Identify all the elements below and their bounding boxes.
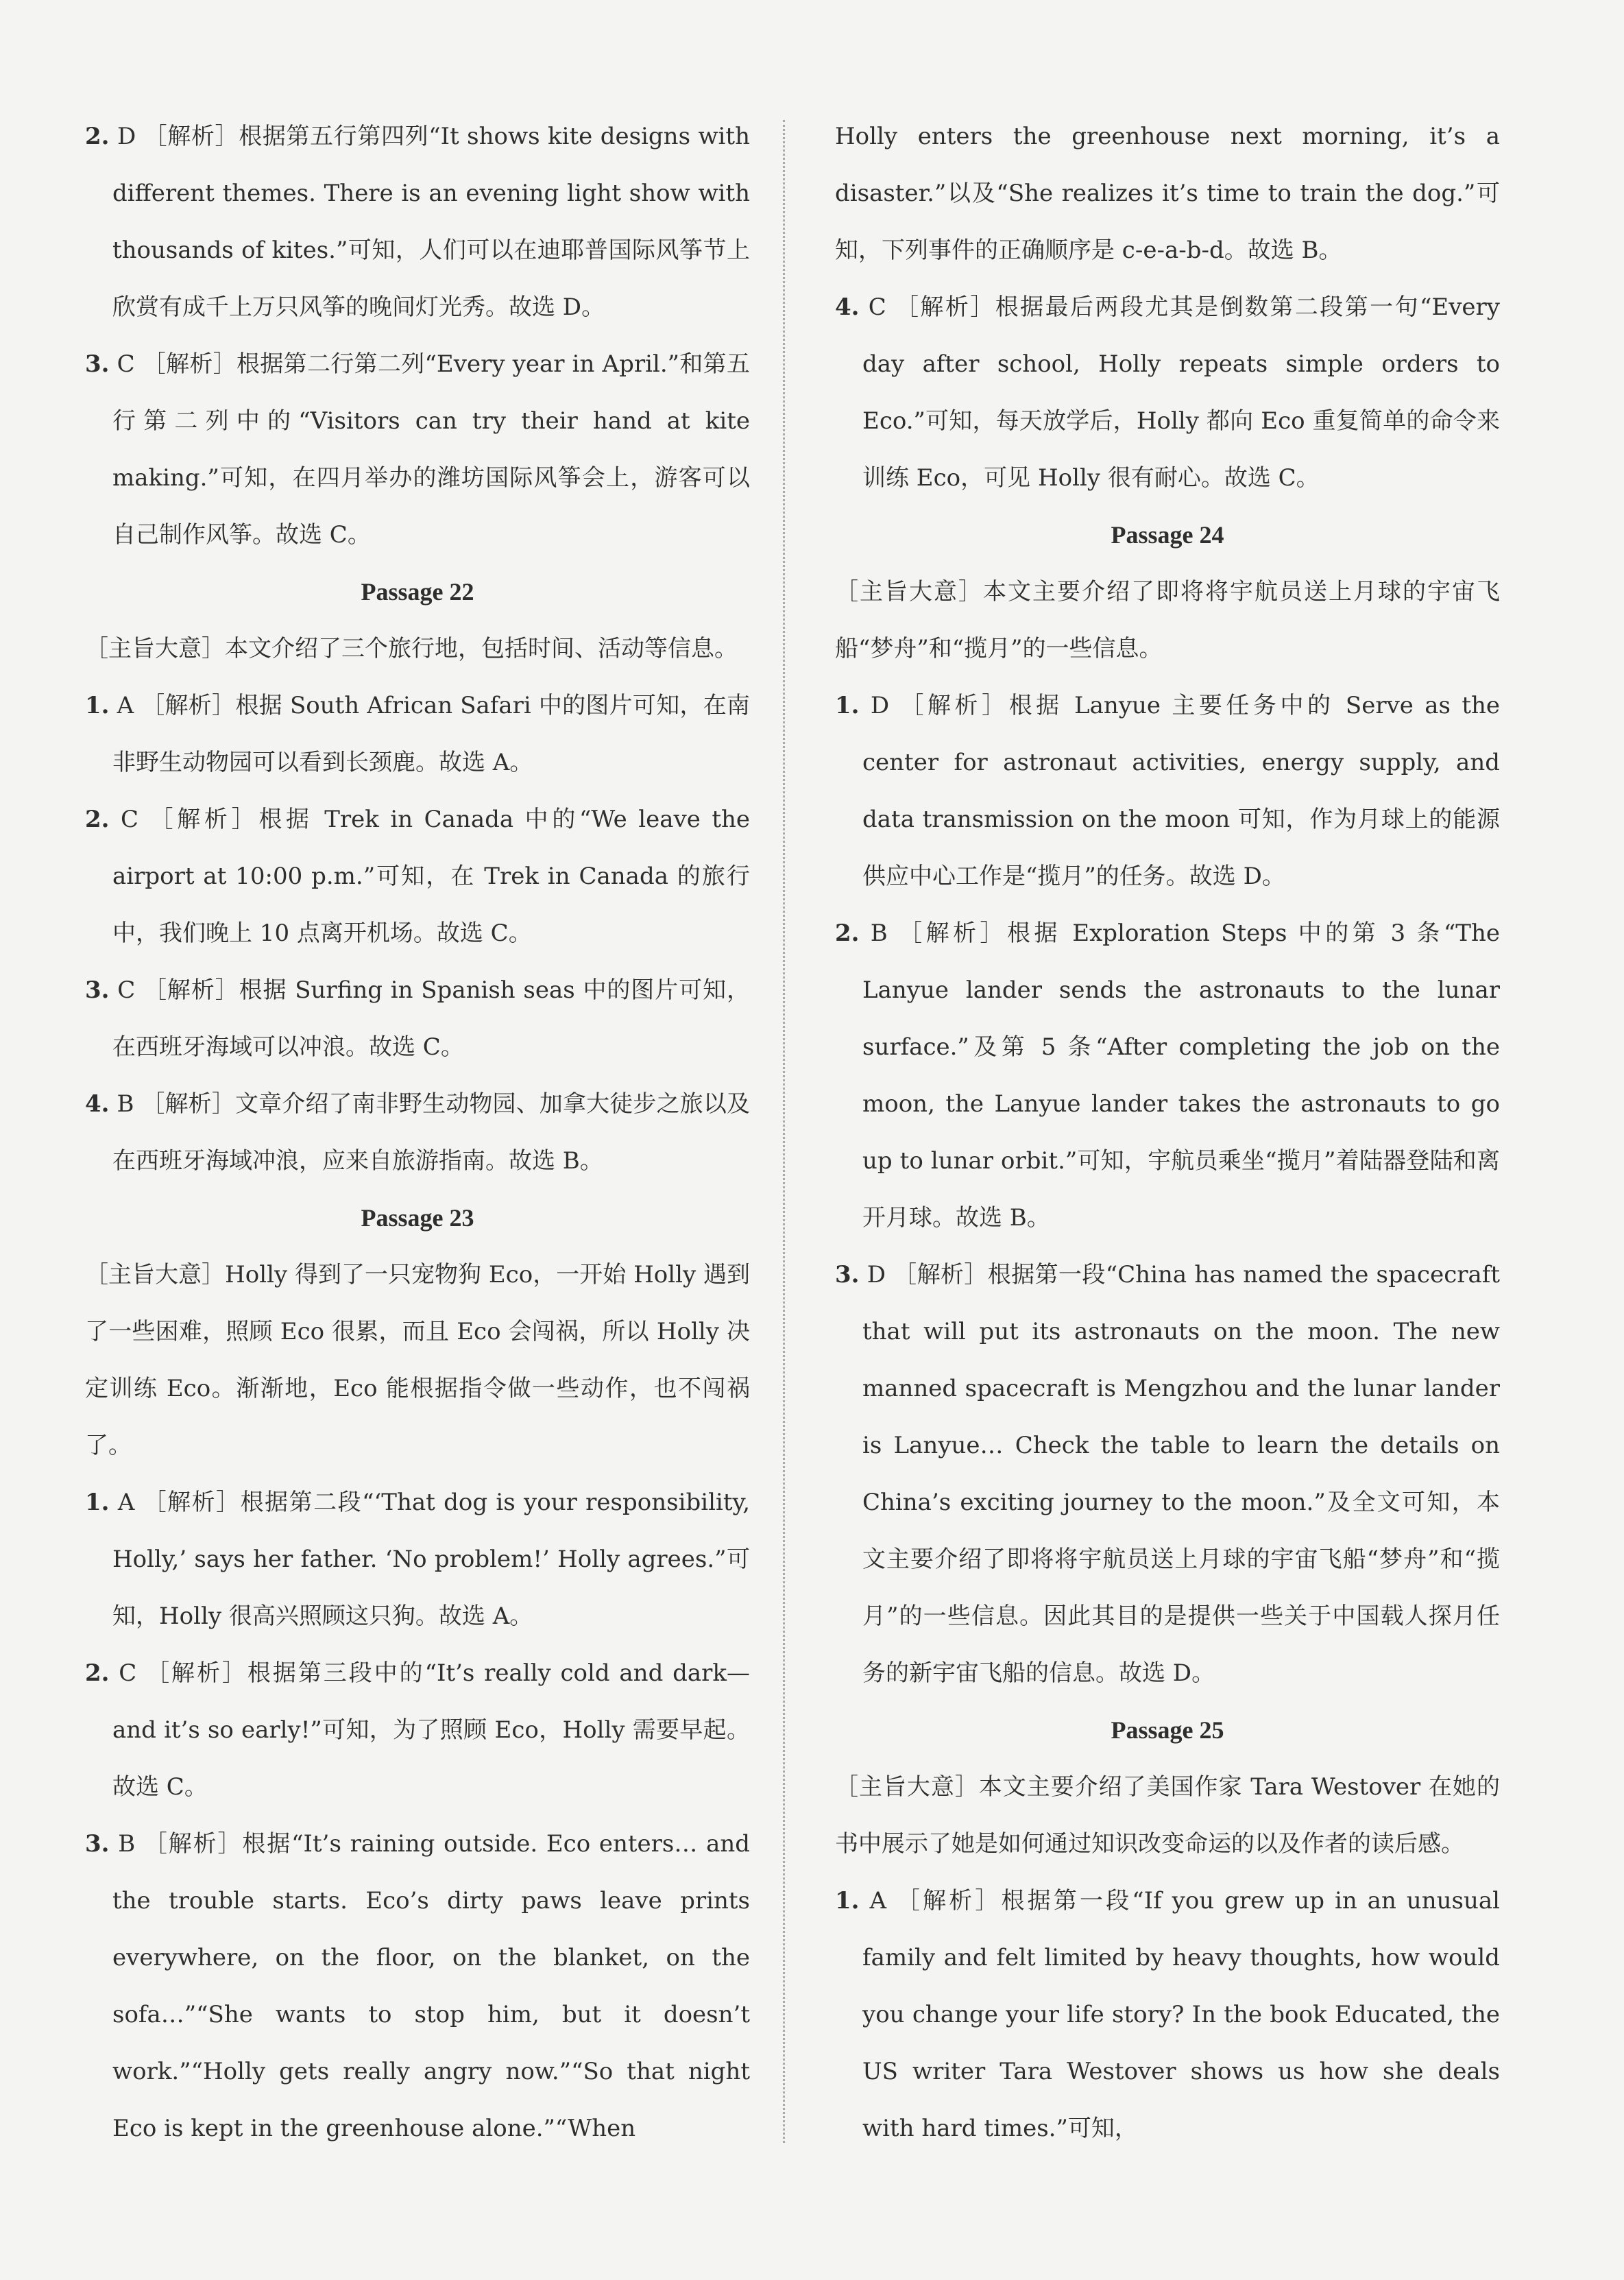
item-number: 4.: [835, 293, 860, 321]
item-text: D ［解析］根据第五行第四列“It shows kite designs with different themes. There is an evening light show with thousands of kites.”可知，人们可以在迪耶普国际风筝节上欣赏有成千上万只风筝的晚间灯光秀。故选 D。: [112, 123, 750, 321]
item-number: 1.: [835, 1887, 860, 1915]
item-text: D ［解析］根据第一段“China has named the spacecraft that will put its astronauts on the moon. The new manned spacecraft is Mengzhou and the lunar lander is Lanyue… Check the table to learn the details on China’s exciting journey to the moon.”及全文可知，本文主要介绍了即将将宇航员送上月球的宇宙飞船“梦舟”和“揽月”的一些信息。因此其目的是提供一些关于中国载人探月任务的新宇宙飞船的信息。故选 D。: [862, 1261, 1501, 1687]
column-divider: [783, 120, 785, 2143]
item-number: 3.: [85, 976, 110, 1004]
item-text: D ［解析］根据 Lanyue 主要任务中的 Serve as the center for astronaut activities, energy supply, and data transmission on the moon 可知，作为月球上的能源供应中心工作是“揽月”的任务。故选 D。: [862, 692, 1500, 890]
item-number: 1.: [85, 1489, 110, 1516]
answer-item: [85, 1076, 750, 1190]
item-text: B ［解析］根据 Exploration Steps 中的第 3 条“The Lanyue lander sends the astronauts to the lunar surface.”及第 5 条“After completing the job on the moon, the Lanyue lander takes the astronauts to go up to lunar orbit.”可知，宇航员乘坐“揽月”着陆器登陆和离开月球。故选 B。: [862, 920, 1500, 1232]
answer-item: [85, 1645, 750, 1816]
item-number: 2.: [85, 123, 110, 150]
left-column: [85, 108, 750, 2157]
item-text: B ［解析］根据“It’s raining outside. Eco enters… and the trouble starts. Eco’s dirty paws leave prints everywhere, on the floor, on the blanket, on the sofa…”“She wants to stop him, but it doesn’t work.”“Holly gets really angry now.”“So that night Eco is kept in the greenhouse alone.”“When: [112, 1830, 750, 2142]
answer-item: [835, 279, 1500, 507]
answer-item: [85, 336, 750, 564]
passage-title: Passage 22: [361, 578, 474, 605]
item-text: C ［解析］根据 Trek in Canada 中的“We leave the airport at 10:00 p.m.”可知，在 Trek in Canada 的旅行中，我们晚上 10 点离开机场。故选 C。: [112, 806, 750, 947]
item-number: 3.: [85, 1830, 110, 1858]
main-idea: ［主旨大意］本文介绍了三个旅行地，包括时间、活动等信息。: [85, 635, 738, 662]
item-text: A ［解析］根据第一段“If you grew up in an unusual family and felt limited by heavy thoughts, how would you change your life story? In the book Educated, the US writer Tara Westover shows us how she deals with hard times.”可知，: [862, 1887, 1500, 2142]
passage-title: Passage 25: [1111, 1716, 1224, 1744]
main-idea: ［主旨大意］本文主要介绍了即将将宇航员送上月球的宇宙飞船“梦舟”和“揽月”的一些信息。: [835, 578, 1500, 662]
item-number: 3.: [835, 1261, 860, 1288]
item-number: 3.: [85, 350, 110, 378]
item-number: 2.: [85, 1659, 110, 1687]
passage-title: Passage 23: [361, 1204, 474, 1232]
answer-item: [85, 1474, 750, 1645]
answer-item: [835, 1247, 1500, 1702]
main-idea: ［主旨大意］Holly 得到了一只宠物狗 Eco，一开始 Holly 遇到了一些困难，照顾 Eco 很累，而且 Eco 会闯祸，所以 Holly 决定训练 Eco。渐渐地，Eco 能根据指令做一些动作，也不闯祸了。: [85, 1261, 750, 1459]
answer-item: [835, 1873, 1500, 2157]
item-text: C ［解析］根据最后两段尤其是倒数第二段第一句“Every day after school, Holly repeats simple orders to Eco.”可知，每天放学后，Holly 都向 Eco 重复简单的命令来训练 Eco，可见 Holly 很有耐心。故选 C。: [862, 293, 1501, 492]
answer-item: [85, 791, 750, 962]
answer-item: [85, 1816, 750, 2157]
main-idea: ［主旨大意］本文主要介绍了美国作家 Tara Westover 在她的书中展示了她是如何通过知识改变命运的以及作者的读后感。: [835, 1773, 1500, 1858]
item-number: 4.: [85, 1090, 110, 1118]
item-text: B ［解析］文章介绍了南非野生动物园、加拿大徒步之旅以及在西班牙海域冲浪，应来自旅游指南。故选 B。: [112, 1090, 750, 1175]
answer-item: [85, 677, 750, 791]
passage-title: Passage 24: [1111, 521, 1224, 549]
item-number: 1.: [85, 692, 110, 719]
continued-text: Holly enters the greenhouse next morning, it’s a disaster.”以及“She realizes it’s time to train the dog.”可知，下列事件的正确顺序是 c-e-a-b-d。故选 B。: [835, 123, 1500, 264]
item-text: C ［解析］根据 Surfing in Spanish seas 中的图片可知，在西班牙海域可以冲浪。故选 C。: [112, 976, 750, 1061]
item-number: 2.: [85, 806, 110, 833]
answer-item: [85, 962, 750, 1076]
right-column: [835, 108, 1500, 2157]
item-text: C ［解析］根据第二行第二列“Every year in April.”和第五行第二列中的“Visitors can try their hand at kite making.”可知，在四月举办的潍坊国际风筝会上，游客可以自己制作风筝。故选 C。: [112, 350, 750, 549]
answer-item: [835, 677, 1500, 905]
answer-item: [835, 905, 1500, 1247]
answer-item: [85, 108, 750, 336]
item-number: 2.: [835, 920, 860, 947]
item-text: C ［解析］根据第三段中的“It’s really cold and dark—and it’s so early!”可知，为了照顾 Eco，Holly 需要早起。故选 C。: [112, 1659, 751, 1801]
item-text: A ［解析］根据第二段“‘That dog is your responsibility, Holly,’ says her father. ‘No problem!’ Holly agrees.”可知，Holly 很高兴照顾这只狗。故选 A。: [112, 1489, 751, 1630]
item-text: A ［解析］根据 South African Safari 中的图片可知，在南非野生动物园可以看到长颈鹿。故选 A。: [112, 692, 751, 776]
item-number: 1.: [835, 692, 860, 719]
